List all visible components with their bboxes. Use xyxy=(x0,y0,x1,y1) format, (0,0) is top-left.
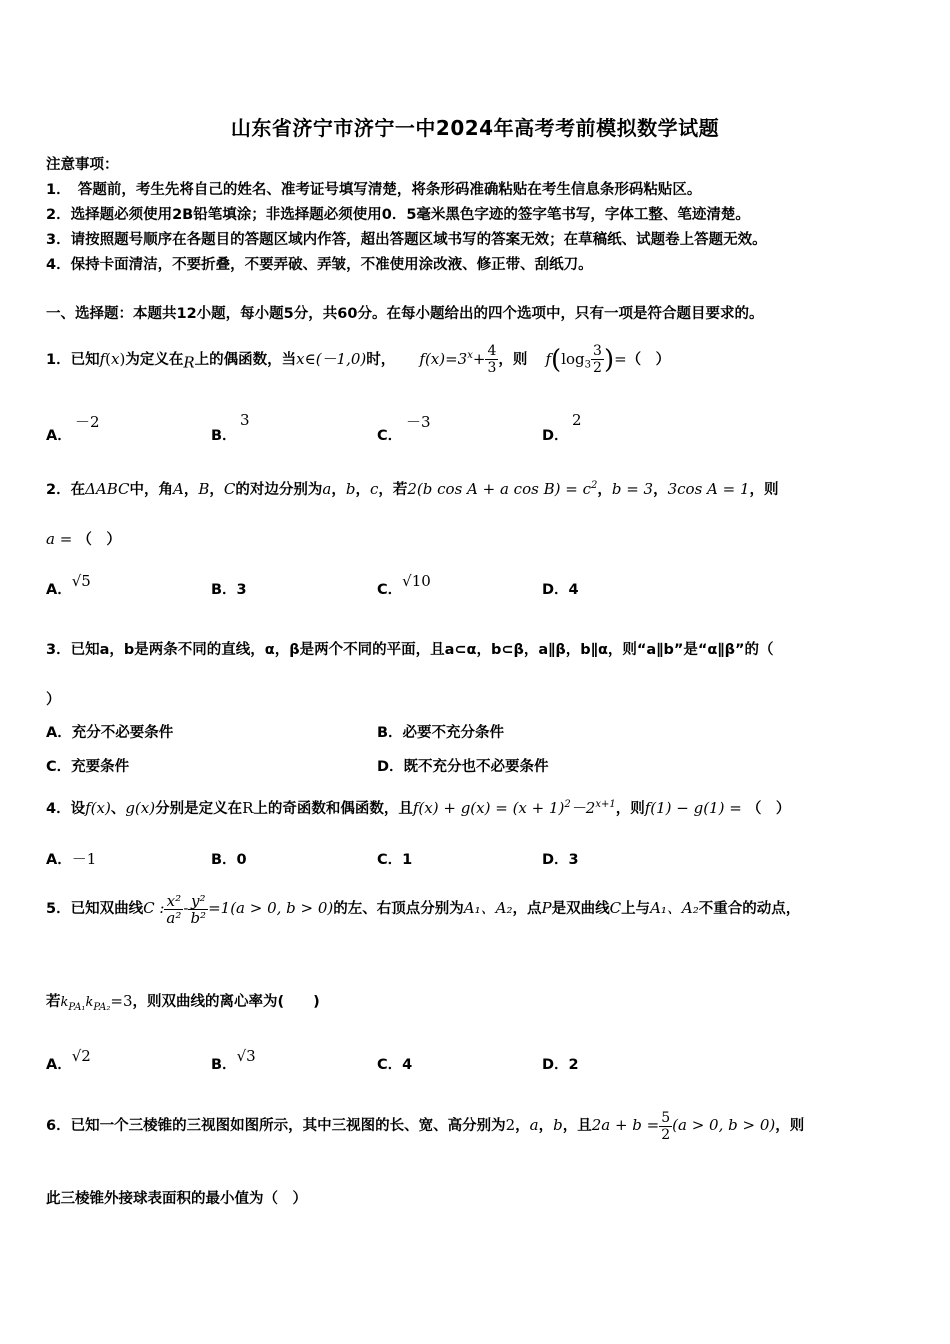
option-d: D．既不充分也不必要条件 xyxy=(377,759,549,775)
option-b: B．√3 xyxy=(211,1047,256,1073)
option-a: A．充分不必要条件 xyxy=(46,725,174,741)
option-a-value: －2 xyxy=(75,413,100,431)
option-c: C．1 xyxy=(377,852,413,868)
question-5: 5．已知双曲线C : $\frac{\text{x²}}{\text{a²}}$ - $\frac{\text{y²}}{\text{b²}}$ =1(a > 0, b > 0)的左、右顶点分别为A₁、A₂，点P是双曲线C上与A₁、A₂不重合的动点， xyxy=(46,891,801,927)
option-a: A．√2 xyxy=(46,1047,91,1073)
question-3-close: ） xyxy=(46,692,61,708)
option-c: C．√10 xyxy=(377,572,431,598)
option-c: C． xyxy=(377,428,403,444)
question-4: 4．设f(x)、g(x)分别是定义在R上的奇函数和偶函数，且$f(x) + g(x) = (x + 1)^2-2^{x+1}$，则f(1) − g(1) = （ ） xyxy=(46,799,791,817)
option-a: A．√5 xyxy=(46,572,91,598)
option-d-value: 2 xyxy=(572,411,582,429)
option-b: B．必要不充分条件 xyxy=(377,725,505,741)
question-6-line2: 此三棱锥外接球表面积的最小值为（ ） xyxy=(46,1191,307,1207)
option-a: A． xyxy=(46,428,72,444)
option-d: D． xyxy=(542,428,569,444)
question-1: 1．已知f(x)为定义在R上的偶函数，当x∈(－1,0)时， $f(x)=3^x+$ $\frac{4}{3}$ ，则 $f(\log_3$ $\frac{3}{2}$ )=（ ） xyxy=(46,343,671,377)
option-b: B．3 xyxy=(211,582,247,598)
option-c: C．充要条件 xyxy=(46,759,130,775)
fraction: $\frac{4}{3}$ xyxy=(487,343,497,377)
section-heading: 一、选择题：本题共12小题，每小题5分，共60分。在每小题给出的四个选项中，只有一项是符合题目要求的。 xyxy=(46,306,764,322)
option-b: B．0 xyxy=(211,852,247,868)
notice-item: 3．请按照题号顺序在各题目的答题区域内作答，超出答题区域书写的答案无效；在草稿纸、试题卷上答题无效。 xyxy=(46,232,767,248)
option-b: B． xyxy=(211,428,237,444)
question-2: 2．在ΔABC中，角A，B，C的对边分别为a，b，c，若2(b cos A + a $\cos B) = c^2$，b = 3，3cos A = 1，则 xyxy=(46,480,779,498)
notice-item: 4．保持卡面清洁，不要折叠，不要弄破、弄皱，不准使用涂改液、修正带、刮纸刀。 xyxy=(46,257,593,273)
option-c: C．4 xyxy=(377,1057,413,1073)
option-d: D．4 xyxy=(542,582,579,598)
option-a: A．－1 xyxy=(46,850,97,868)
question-5-line2: 若$k_{PA_1}k_{PA_2}=3$，则双曲线的离心率为( ) xyxy=(46,992,320,1013)
question-6: 6．已知一个三棱锥的三视图如图所示，其中三视图的长、宽、高分别为2，a，b，且2a + b = $\frac{5}{2}$ (a > 0, b > 0)，则 xyxy=(46,1109,805,1143)
option-d: D．3 xyxy=(542,852,579,868)
option-b-value: 3 xyxy=(240,411,250,429)
notice-item: 1． 答题前，考生先将自己的姓名、准考证号填写清楚，将条形码准确粘贴在考生信息条形码粘贴区。 xyxy=(46,182,702,198)
notice-item: 2．选择题必须使用2B铅笔填涂；非选择题必须使用0．5毫米黑色字迹的签字笔书写，字体工整、笔迹清楚。 xyxy=(46,207,750,223)
question-3: 3．已知a，b是两条不同的直线，α，β是两个不同的平面，且a⊂α，b⊂β，a∥β，b∥α，则“a∥b”是“α∥β”的（ xyxy=(46,642,774,658)
option-d: D．2 xyxy=(542,1057,579,1073)
notice-heading: 注意事项： xyxy=(46,157,119,173)
option-c-value: －3 xyxy=(406,413,431,431)
question-2-line2: a = （ ） xyxy=(46,530,121,548)
page-title: 山东省济宁市济宁一中2024年高考考前模拟数学试题 xyxy=(230,116,720,140)
